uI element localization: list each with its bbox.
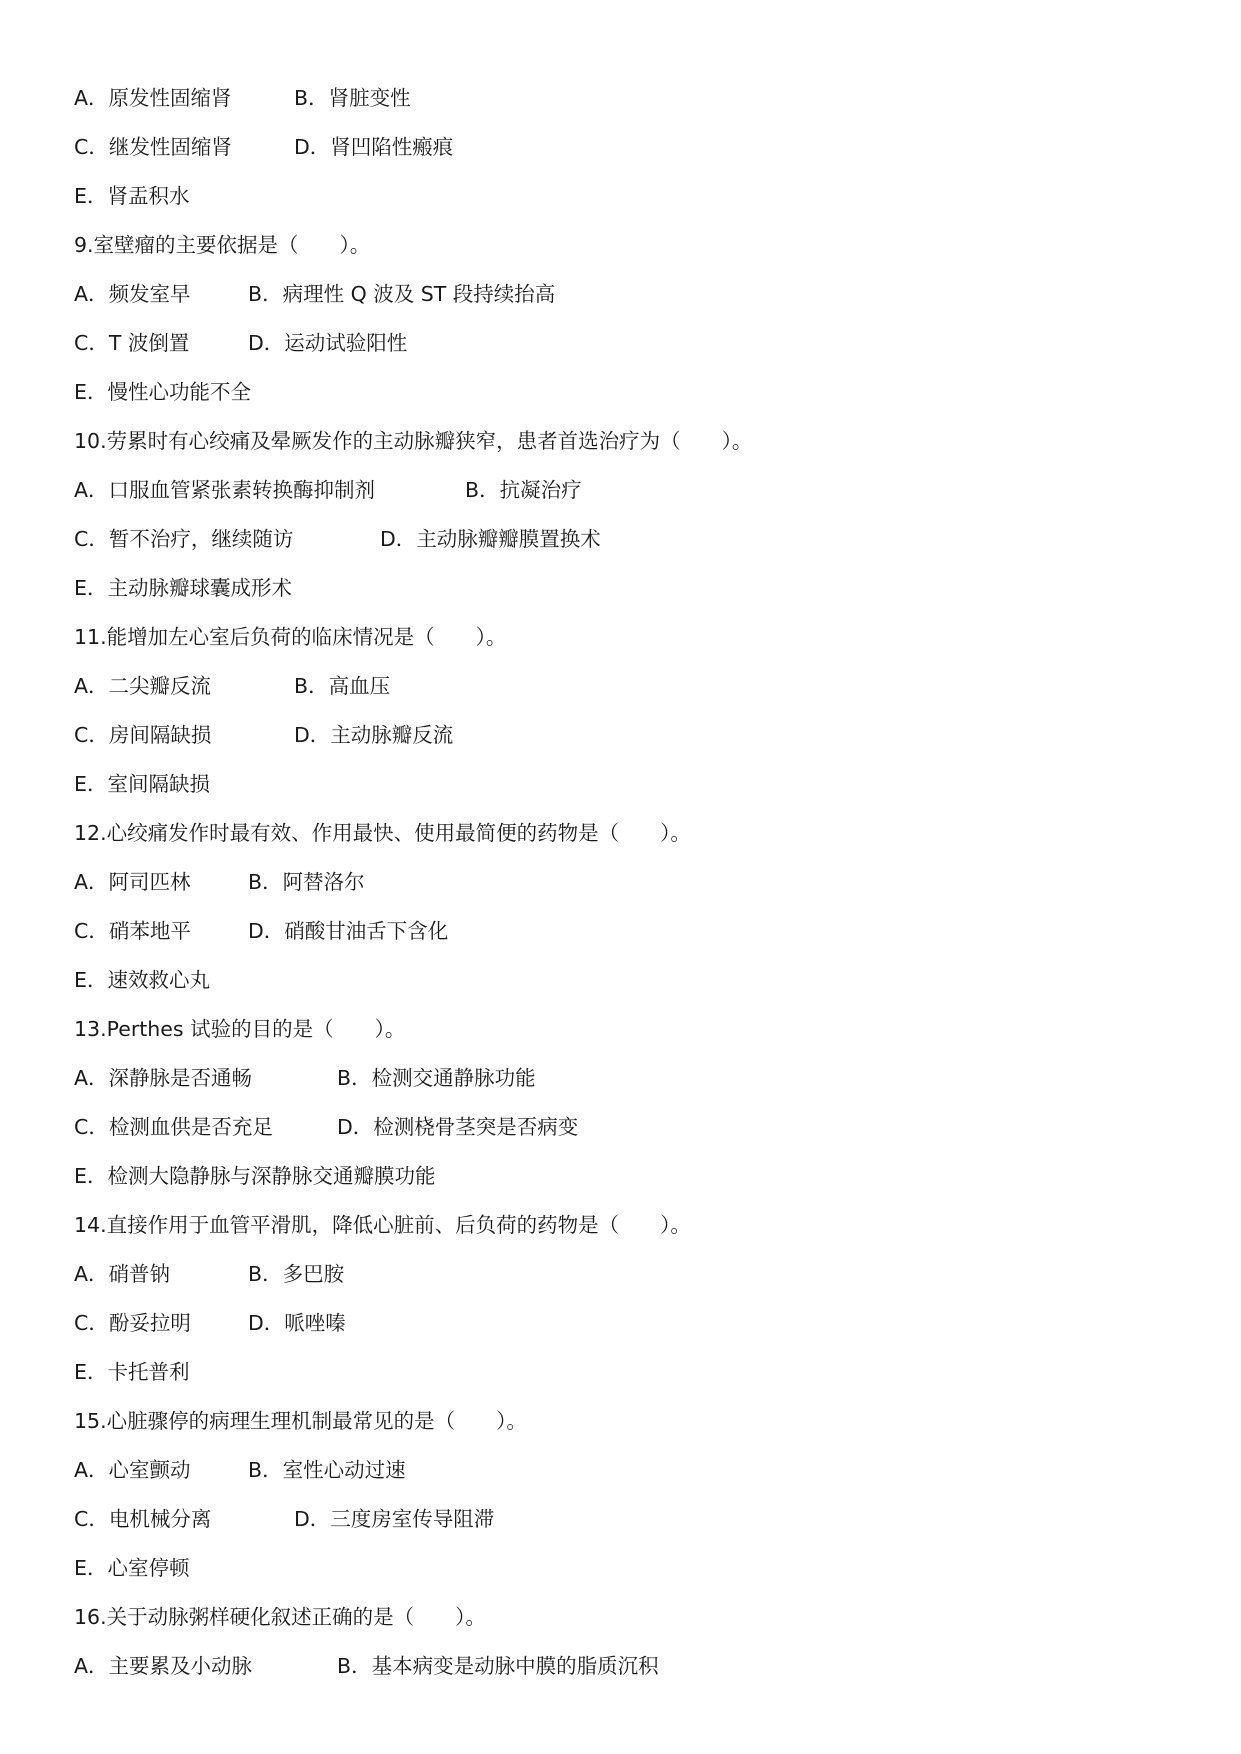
answer-option: A．口服血管紧张素转换酶抑制剂 [74,478,376,502]
answer-option: C．T 波倒置 [74,331,190,355]
answer-option: E．速效救心丸 [74,968,210,992]
answer-option: E．室间隔缺损 [74,772,210,796]
answer-option: B．检测交通静脉功能 [337,1066,536,1090]
answer-option: B．肾脏变性 [294,86,411,110]
answer-option: B．抗凝治疗 [465,478,582,502]
answer-option: D．三度房室传导阻滞 [294,1507,495,1531]
answer-option: B．高血压 [294,674,391,698]
answer-option: B．室性心动过速 [248,1458,406,1482]
answer-option: C．房间隔缺损 [74,723,212,747]
answer-option: E．肾盂积水 [74,184,190,208]
answer-option: C．电机械分离 [74,1507,212,1531]
question-stem: 13.Perthes 试验的目的是（ ）。 [74,1017,406,1041]
answer-option: C．继发性固缩肾 [74,135,232,159]
answer-option: A．二尖瓣反流 [74,674,212,698]
question-stem: 15.心脏骤停的病理生理机制最常见的是（ ）。 [74,1409,527,1433]
question-stem: 11.能增加左心室后负荷的临床情况是（ ）。 [74,625,507,649]
question-stem: 9.室壁瘤的主要依据是（ ）。 [74,233,371,257]
answer-option: C．硝苯地平 [74,919,191,943]
answer-option: A．心室颤动 [74,1458,191,1482]
answer-option: A．原发性固缩肾 [74,86,232,110]
answer-option: A．硝普钠 [74,1262,171,1286]
question-stem: 16.关于动脉粥样硬化叙述正确的是（ ）。 [74,1605,486,1629]
answer-option: D．检测桡骨茎突是否病变 [337,1115,579,1139]
answer-option: D．哌唑嗪 [248,1311,346,1335]
answer-option: E．检测大隐静脉与深静脉交通瓣膜功能 [74,1164,436,1188]
answer-option: B．阿替洛尔 [248,870,365,894]
question-stem: 14.直接作用于血管平滑肌，降低心脏前、后负荷的药物是（ ）。 [74,1213,691,1237]
answer-option: A．频发室早 [74,282,191,306]
answer-option: A．深静脉是否通畅 [74,1066,253,1090]
answer-option: E．主动脉瓣球囊成形术 [74,576,292,600]
answer-option: D．主动脉瓣反流 [294,723,454,747]
answer-option: E．心室停顿 [74,1556,190,1580]
answer-option: A．主要累及小动脉 [74,1654,253,1678]
answer-option: C．暂不治疗，继续随访 [74,527,294,551]
answer-option: D．硝酸甘油舌下含化 [248,919,449,943]
answer-option: E．慢性心功能不全 [74,380,251,404]
question-stem: 12.心绞痛发作时最有效、作用最快、使用最简便的药物是（ ）。 [74,821,691,845]
answer-option: C．酚妥拉明 [74,1311,191,1335]
answer-option: C．检测血供是否充足 [74,1115,273,1139]
answer-option: B．基本病变是动脉中膜的脂质沉积 [337,1654,659,1678]
question-stem: 10.劳累时有心绞痛及晕厥发作的主动脉瓣狭窄，患者首选治疗为（ ）。 [74,429,753,453]
answer-option: D．运动试验阳性 [248,331,408,355]
answer-option: E．卡托普利 [74,1360,190,1384]
answer-option: D．主动脉瓣瓣膜置换术 [380,527,601,551]
answer-option: D．肾凹陷性瘢痕 [294,135,454,159]
answer-option: B．多巴胺 [248,1262,345,1286]
answer-option: B．病理性 Q 波及 ST 段持续抬高 [248,282,556,306]
answer-option: A．阿司匹林 [74,870,191,894]
